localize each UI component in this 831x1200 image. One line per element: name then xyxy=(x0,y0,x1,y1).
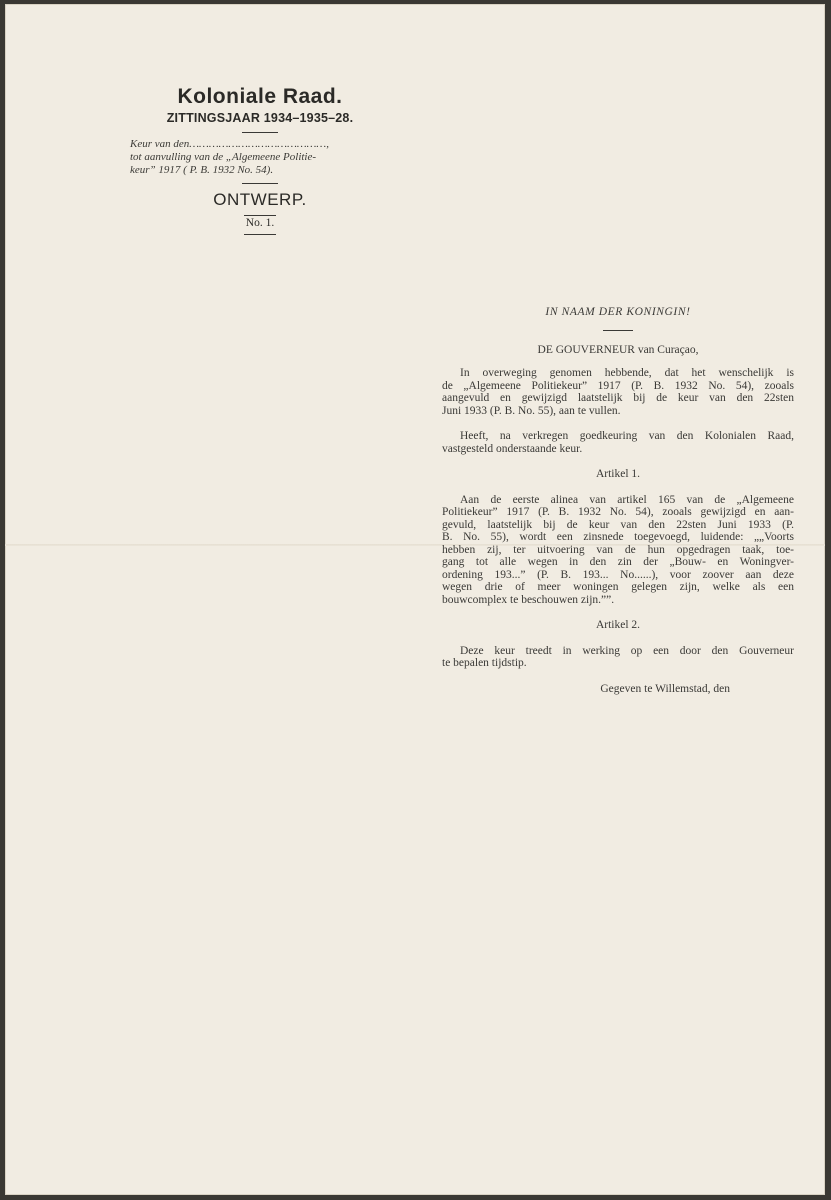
keur-line: keur” 1917 ( P. B. 1932 No. 54). xyxy=(130,164,274,176)
text-line: gang tot alle wegen in den zin der „Bouw- en Woningver- xyxy=(442,556,794,568)
text-line: de „Algemeene Politiekeur” 1917 (P. B. 1932 No. 54), zooals xyxy=(442,379,794,392)
text-line: hebben zij, ter uitvoering van de hun opgedragen taak, toe- xyxy=(442,543,794,556)
article-2-heading: Artikel 2. xyxy=(595,619,641,631)
text-line: Politiekeur” 1917 (P. B. 1932 No. 54), zooals gewijzigd en aan- xyxy=(442,506,794,518)
signoff-line: Gegeven te Willemstad, den xyxy=(600,682,730,695)
session-year: ZITTINGSJAAR 1934–1935–28. xyxy=(166,111,354,125)
approval-paragraph xyxy=(442,430,794,455)
document-number: No. 1. xyxy=(245,217,275,229)
keur-line: Keur van den……………………………………, xyxy=(130,138,329,150)
preamble-paragraph xyxy=(442,367,794,417)
header-block xyxy=(110,84,410,235)
text-line: vastgesteld onderstaande keur. xyxy=(442,442,583,455)
text-line: Aan de eerste alinea van artikel 165 van de „Algemeene xyxy=(460,493,794,506)
text-line: Deze keur treedt in werking op een door den Gouverneur xyxy=(460,644,794,657)
keur-description xyxy=(130,138,390,177)
text-line: te bepalen tijdstip. xyxy=(442,657,527,669)
divider xyxy=(242,183,278,184)
text-line: Juni 1933 (P. B. No. 55), aan te vullen. xyxy=(442,404,621,417)
divider xyxy=(242,132,278,133)
text-line: aangevuld en gewijzigd laatstelijk bij de keur van den 22sten xyxy=(442,392,794,404)
article-2-paragraph xyxy=(442,645,794,670)
article-1-paragraph xyxy=(442,494,794,607)
decree-text xyxy=(442,306,794,695)
governor-line: DE GOUVERNEUR van Curaçao, xyxy=(537,343,699,356)
text-line: bouwcomplex te beschouwen zijn.””. xyxy=(442,593,615,606)
text-line: ordening 193...” (P. B. 193... No......), voor zoover aan deze xyxy=(442,568,794,581)
document-page xyxy=(5,4,825,1195)
divider xyxy=(603,330,633,331)
text-line: Heeft, na verkregen goedkeuring van den Kolonialen Raad, xyxy=(460,430,794,442)
divider xyxy=(244,234,276,235)
keur-line: tot aanvulling van de „Algemeene Politie- xyxy=(130,151,317,163)
text-line: In overweging genomen hebbende, dat het wenschelijk is xyxy=(460,367,794,379)
draft-label: ONTWERP. xyxy=(213,190,307,209)
article-1-heading: Artikel 1. xyxy=(595,468,641,480)
text-line: gevuld, laatstelijk bij de keur van den 22sten Juni 1933 (P. xyxy=(442,518,794,531)
text-line: B. No. 55), wordt een zinsnede toegevoegd, luidende: „„Voorts xyxy=(442,531,794,543)
text-line: wegen drie of meer woningen gelegen zijn, welke als een xyxy=(442,581,794,593)
council-title: Koloniale Raad. xyxy=(177,85,343,108)
invocation: IN NAAM DER KONINGIN! xyxy=(545,306,691,318)
bleed-through xyxy=(497,96,757,226)
